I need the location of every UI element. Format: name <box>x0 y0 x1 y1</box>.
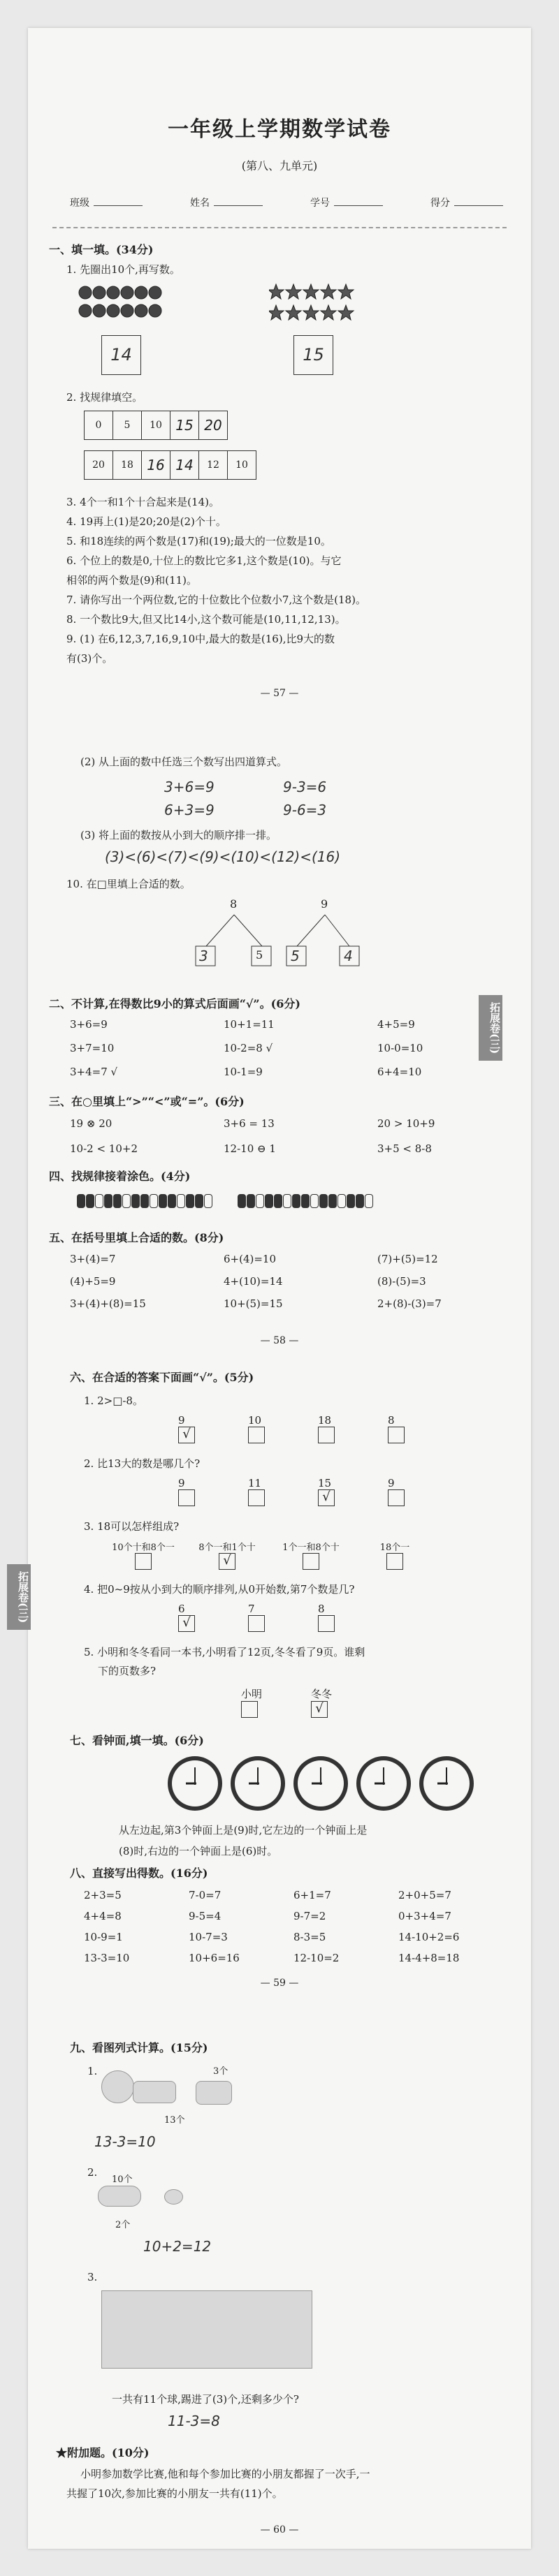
s5-item[interactable]: 4+(10)=14 <box>224 1275 283 1288</box>
s5-item[interactable]: 3+(4)+(8)=15 <box>70 1297 146 1310</box>
pattern-row-2 <box>84 450 256 480</box>
bead[interactable] <box>356 1194 364 1208</box>
p1-total-label: 13个 <box>164 2115 185 2126</box>
bead[interactable] <box>140 1194 149 1208</box>
p2-part-label: 2个 <box>115 2220 131 2230</box>
s5-row-2 <box>70 1275 426 1288</box>
p1-equation[interactable]: 13-3=10 <box>94 2133 156 2150</box>
bonus-title: ★附加题。(10分) <box>56 2446 150 2459</box>
q9-3-text: (3) 将上面的数按从小到大的顺序排一排。 <box>80 829 277 841</box>
s8-item[interactable]: 9-7=2 <box>293 1910 326 1922</box>
equation-4[interactable]: 9-6=3 <box>283 802 327 818</box>
s5-item[interactable]: 10+(5)=15 <box>224 1297 283 1310</box>
s2-item: 10+1=11 <box>224 1018 275 1031</box>
option-label: 9 <box>388 1477 395 1489</box>
bead[interactable] <box>150 1194 158 1208</box>
clock-3 <box>293 1756 348 1811</box>
page-number: — 60 — <box>260 2524 299 2535</box>
checkbox[interactable] <box>388 1427 405 1443</box>
bead[interactable] <box>168 1194 176 1208</box>
checkbox-checked[interactable]: √ <box>311 1701 328 1718</box>
s8-item[interactable]: 2+0+5=7 <box>398 1889 451 1901</box>
s6-q1: 1. 2>□-8。 <box>84 1394 143 1407</box>
option[interactable] <box>311 1686 381 1718</box>
bead[interactable] <box>301 1194 310 1208</box>
p3-text: 一共有11个球,踢进了(3)个,还剩多少个? <box>112 2393 299 2406</box>
basket-illustration <box>133 2081 176 2103</box>
tree-mid2[interactable]: 5 <box>291 948 300 964</box>
field-score[interactable] <box>430 196 503 209</box>
divider <box>52 227 507 228</box>
option-label: 冬冬 <box>311 1688 333 1700</box>
field-label: 得分 <box>430 198 450 209</box>
basket-illustration <box>98 2186 141 2207</box>
clock-hands <box>298 1760 344 1806</box>
option-label: 8 <box>388 1414 395 1427</box>
s2-item: 3+4=7 √ <box>70 1066 118 1078</box>
checkbox-checked[interactable]: √ <box>219 1553 235 1570</box>
s8-row-1 <box>84 1889 451 1901</box>
bonus-line-2: 共握了10次,参加比赛的小朋友一共有(11)个。 <box>66 2487 283 2500</box>
option-label: 8 <box>318 1603 325 1615</box>
p2-total-label: 10个 <box>112 2174 133 2185</box>
fruit-illustration <box>164 2189 183 2205</box>
p1-part-label: 3个 <box>213 2066 228 2077</box>
s8-row-4 <box>84 1952 459 1964</box>
option[interactable] <box>178 1477 248 1506</box>
q8-text: 8. 一个数比9大,但又比14小,这个数可能是(10,11,12,13)。 <box>66 613 346 626</box>
s6-q3: 3. 18可以怎样组成? <box>84 1520 180 1533</box>
tree-left-top: 8 <box>230 897 238 911</box>
checkbox[interactable] <box>318 1615 335 1632</box>
s7-line-2: (8)时,右边的一个钟面上是(6)时。 <box>119 1845 278 1857</box>
s8-item[interactable]: 8-3=5 <box>293 1931 326 1943</box>
option-label: 10个十和8个一 <box>112 1543 175 1553</box>
option-label: 小明 <box>241 1688 263 1700</box>
beads-2[interactable] <box>238 1194 374 1209</box>
bead[interactable] <box>195 1194 203 1208</box>
bead[interactable] <box>310 1194 319 1208</box>
s6-q5-cont: 下的页数多? <box>98 1665 157 1677</box>
pattern-cell-answer[interactable]: 16 <box>142 451 170 480</box>
tree-right[interactable]: 4 <box>344 948 353 964</box>
beads-1[interactable] <box>77 1194 213 1209</box>
s6-q2: 2. 比13大的数是哪几个? <box>84 1457 201 1470</box>
clock-hands <box>235 1760 281 1806</box>
q6-text-cont: 相邻的两个数是(9)和(11)。 <box>66 574 198 587</box>
field-number[interactable] <box>310 196 383 209</box>
option[interactable] <box>318 1603 388 1632</box>
option-label: 9 <box>178 1414 185 1427</box>
option-label: 8个一和1个十 <box>198 1543 256 1553</box>
section-9-title: 九、看图列式计算。(15分) <box>70 2041 208 2054</box>
equation-2[interactable]: 9-3=6 <box>283 779 327 795</box>
field-name[interactable] <box>190 196 263 209</box>
s8-item[interactable]: 13-3=10 <box>84 1952 130 1964</box>
q5-text: 5. 和18连续的两个数是(17)和(19);最大的一位数是10。 <box>66 535 331 547</box>
clock-hands <box>361 1760 407 1806</box>
section-5-title: 五、在括号里填上合适的数。(8分) <box>49 1231 224 1244</box>
clock-2 <box>231 1756 285 1811</box>
bead[interactable] <box>365 1194 373 1208</box>
s2-item: 10-2=8 √ <box>224 1042 273 1054</box>
s6-q5: 5. 小明和冬冬看同一本书,小明看了12页,冬冬看了9页。谁剩 <box>84 1646 365 1658</box>
s8-item[interactable]: 14-4+8=18 <box>398 1952 460 1964</box>
pattern-cell: 18 <box>113 451 142 480</box>
subtitle: (第八、九单元) <box>241 159 318 172</box>
section-3-title: 三、在○里填上“>”“<”或“=”。(6分) <box>49 1095 245 1108</box>
s2-item: 6+4=10 <box>377 1066 422 1078</box>
number-tree <box>182 897 391 974</box>
s3-item[interactable]: 19 ⊗ 20 <box>70 1117 112 1130</box>
pattern-cell: 10 <box>142 411 170 440</box>
s6-q4-options <box>178 1603 388 1632</box>
q3-text: 3. 4个一和1个十合起来是(14)。 <box>66 496 219 508</box>
q4-text: 4. 19再上(1)是20;20是(2)个十。 <box>66 515 226 528</box>
section-7-title: 七、看钟面,填一填。(6分) <box>70 1734 204 1747</box>
pattern-cell: 12 <box>199 451 228 480</box>
s8-item[interactable]: 10+6=16 <box>189 1952 240 1964</box>
bead[interactable] <box>292 1194 300 1208</box>
pattern-cell: 20 <box>85 451 113 480</box>
clock-5 <box>419 1756 474 1811</box>
option-label: 11 <box>248 1477 262 1489</box>
answer-box-apples[interactable]: 14 <box>101 335 141 375</box>
s2-row-2 <box>70 1042 423 1054</box>
bead[interactable] <box>177 1194 185 1208</box>
bead[interactable] <box>122 1194 131 1208</box>
bread-illustration <box>196 2081 232 2105</box>
bead[interactable] <box>186 1194 194 1208</box>
section-8-title: 八、直接写出得数。(16分) <box>70 1867 208 1880</box>
page-number: — 57 — <box>260 688 299 699</box>
option[interactable] <box>101 1540 185 1570</box>
field-label: 姓名 <box>190 198 210 209</box>
clock-1 <box>168 1756 222 1811</box>
s8-item[interactable]: 12-10=2 <box>293 1952 340 1964</box>
s8-item[interactable]: 14-10+2=6 <box>398 1931 460 1943</box>
bead[interactable] <box>77 1194 85 1208</box>
q10-text: 10. 在□里填上合适的数。 <box>66 878 191 890</box>
boy-illustration <box>101 2070 134 2103</box>
s6-q2-options <box>178 1477 458 1506</box>
pattern-row-1 <box>84 411 228 440</box>
equation-3[interactable]: 6+3=9 <box>164 802 215 818</box>
s3-row-2 <box>70 1142 432 1155</box>
field-label: 班级 <box>70 198 89 209</box>
s8-item[interactable]: 10-7=3 <box>189 1931 228 1943</box>
bead[interactable] <box>328 1194 337 1208</box>
field-label: 学号 <box>310 198 330 209</box>
q2-text: 2. 找规律填空。 <box>66 391 143 404</box>
s5-item[interactable]: (8)-(5)=3 <box>377 1275 426 1288</box>
p3-equation[interactable]: 11-3=8 <box>168 2413 220 2429</box>
option[interactable] <box>248 1477 318 1506</box>
s2-item: 10-0=10 <box>377 1042 423 1054</box>
tree-right-top: 9 <box>321 897 328 911</box>
option[interactable] <box>178 1603 248 1632</box>
page-number: — 59 — <box>260 1978 299 1989</box>
s2-row-3 <box>70 1066 421 1078</box>
bead[interactable] <box>238 1194 246 1208</box>
option-label: 9 <box>178 1477 185 1489</box>
option[interactable] <box>318 1414 388 1443</box>
s3-item[interactable]: 12-10 ⊖ 1 <box>224 1142 276 1155</box>
s8-item[interactable]: 6+1=7 <box>293 1889 331 1901</box>
option-label: 15 <box>318 1477 332 1489</box>
checkbox[interactable] <box>303 1553 319 1570</box>
q9-text: 9. (1) 在6,12,3,7,16,9,10中,最大的数是(16),比9大的数 <box>66 633 335 645</box>
pattern-cell: 5 <box>113 411 142 440</box>
exam-page <box>17 28 531 2549</box>
p2-equation[interactable]: 10+2=12 <box>143 2238 212 2255</box>
s8-item[interactable]: 4+4=8 <box>84 1910 122 1922</box>
section-6-title: 六、在合适的答案下面画“√”。(5分) <box>70 1371 254 1384</box>
bead[interactable] <box>159 1194 167 1208</box>
s5-item[interactable]: 2+(8)-(3)=7 <box>377 1297 442 1310</box>
clock-hands <box>423 1760 470 1806</box>
section-4-title: 四、找规律接着涂色。(4分) <box>49 1170 191 1183</box>
option-label: 1个一和8个十 <box>282 1543 340 1553</box>
s6-q3-options <box>101 1540 437 1570</box>
checkbox[interactable] <box>386 1553 403 1570</box>
option[interactable] <box>178 1414 248 1443</box>
option[interactable] <box>269 1540 353 1570</box>
checkbox[interactable] <box>248 1489 265 1506</box>
bead[interactable] <box>319 1194 328 1208</box>
bead[interactable] <box>347 1194 355 1208</box>
tree-mid1: 5 <box>256 948 263 962</box>
s3-item[interactable]: 10-2 < 10+2 <box>70 1142 138 1155</box>
s8-item[interactable]: 0+3+4=7 <box>398 1910 451 1922</box>
checkbox[interactable] <box>318 1427 335 1443</box>
clock-hands <box>172 1760 218 1806</box>
s5-item[interactable]: (4)+5=9 <box>70 1275 116 1288</box>
checkbox[interactable] <box>135 1553 152 1570</box>
option[interactable] <box>185 1540 269 1570</box>
bead[interactable] <box>95 1194 103 1208</box>
bead[interactable] <box>113 1194 122 1208</box>
bead[interactable] <box>265 1194 273 1208</box>
s5-row-3 <box>70 1297 442 1310</box>
s5-row-1 <box>70 1253 438 1265</box>
pattern-cell-answer[interactable]: 14 <box>170 451 199 480</box>
bead[interactable] <box>204 1194 212 1208</box>
side-tab-left: 拓展卷(三) <box>7 1564 31 1630</box>
s2-item: 3+7=10 <box>70 1042 115 1054</box>
p1-label: 1. <box>87 2065 98 2077</box>
s5-item[interactable]: 6+(4)=10 <box>224 1253 277 1265</box>
bead[interactable] <box>86 1194 94 1208</box>
option-label: 18个一 <box>379 1543 410 1553</box>
apples-illustration <box>77 283 168 325</box>
student-info-row <box>70 196 503 209</box>
answer-box-stars[interactable]: 15 <box>293 335 333 375</box>
page-number: — 58 — <box>260 1335 299 1346</box>
option[interactable] <box>241 1686 311 1718</box>
q9-text-cont: 有(3)个。 <box>66 652 113 665</box>
section-2-title: 二、不计算,在得数比9小的算式后面画“√”。(6分) <box>49 997 300 1010</box>
s8-item[interactable]: 2+3=5 <box>84 1889 122 1901</box>
option[interactable] <box>248 1414 318 1443</box>
q1-text: 1. 先圈出10个,再写数。 <box>66 263 180 276</box>
option[interactable] <box>388 1477 458 1506</box>
option-label: 10 <box>248 1414 262 1427</box>
s6-q4: 4. 把0~9按从小到大的顺序排列,从0开始数,第7个数是几? <box>84 1583 355 1596</box>
bead[interactable] <box>104 1194 112 1208</box>
bonus-line-1: 小明参加数学比赛,他和每个参加比赛的小朋友都握了一次手,一 <box>80 2468 370 2480</box>
pattern-cell-answer[interactable]: 20 <box>199 411 228 440</box>
field-class[interactable] <box>70 196 143 209</box>
s6-q5-options <box>241 1686 381 1718</box>
s8-row-3 <box>84 1931 459 1943</box>
option-label: 7 <box>248 1603 255 1615</box>
checkbox-checked[interactable]: √ <box>178 1427 195 1443</box>
s6-q1-options <box>178 1414 458 1443</box>
s8-row-2 <box>84 1910 451 1922</box>
checkbox-checked[interactable]: √ <box>318 1489 335 1506</box>
checkbox-checked[interactable]: √ <box>178 1615 195 1632</box>
bead[interactable] <box>256 1194 264 1208</box>
checkbox[interactable] <box>388 1489 405 1506</box>
pattern-cell: 0 <box>85 411 113 440</box>
s8-item[interactable]: 7-0=7 <box>189 1889 222 1901</box>
s8-item[interactable]: 9-5=4 <box>189 1910 222 1922</box>
p3-label: 3. <box>87 2271 98 2283</box>
bead[interactable] <box>274 1194 282 1208</box>
clock-4 <box>356 1756 411 1811</box>
p2-label: 2. <box>87 2166 98 2179</box>
stars-illustration <box>269 283 367 325</box>
s2-item: 10-1=9 <box>224 1066 263 1078</box>
q6-text: 6. 个位上的数是0,十位上的数比它多1,这个数是(10)。与它 <box>66 554 342 567</box>
checkbox[interactable] <box>248 1427 265 1443</box>
s3-item[interactable]: 20 > 10+9 <box>377 1117 435 1130</box>
option-label: 6 <box>178 1603 185 1615</box>
option-label: 18 <box>318 1414 332 1427</box>
pattern-cell-answer[interactable]: 15 <box>170 411 199 440</box>
s2-row-1 <box>70 1018 415 1031</box>
bead[interactable] <box>337 1194 346 1208</box>
pattern-cell: 10 <box>228 451 256 480</box>
bead[interactable] <box>131 1194 140 1208</box>
page-title: 一年级上学期数学试卷 <box>168 117 391 142</box>
checkbox[interactable] <box>178 1489 195 1506</box>
s3-row-1 <box>70 1117 435 1130</box>
s8-item[interactable]: 10-9=1 <box>84 1931 123 1943</box>
section-1-title: 一、填一填。(34分) <box>49 243 154 256</box>
order-answer[interactable]: (3)<(6)<(7)<(9)<(10)<(12)<(16) <box>105 848 341 865</box>
tree-left[interactable]: 3 <box>199 948 208 964</box>
bead[interactable] <box>283 1194 291 1208</box>
s7-line-1: 从左边起,第3个钟面上是(9)时,它左边的一个钟面上是 <box>119 1824 368 1837</box>
option[interactable] <box>388 1414 458 1443</box>
s3-item[interactable]: 3+6 = 13 <box>224 1117 275 1130</box>
soccer-illustration <box>101 2290 312 2369</box>
bead[interactable] <box>247 1194 255 1208</box>
s5-item[interactable]: 3+(4)=7 <box>70 1253 116 1265</box>
side-tab-right: 拓展卷(三) <box>479 995 502 1061</box>
option[interactable] <box>248 1603 318 1632</box>
q7-text: 7. 请你写出一个两位数,它的十位数比个位数小7,这个数是(18)。 <box>66 594 366 606</box>
checkbox[interactable] <box>241 1701 258 1718</box>
s2-item: 4+5=9 <box>377 1018 415 1031</box>
s5-item[interactable]: (7)+(5)=12 <box>377 1253 438 1265</box>
q9-2-text: (2) 从上面的数中任选三个数写出四道算式。 <box>80 756 288 768</box>
option[interactable] <box>318 1477 388 1506</box>
checkbox[interactable] <box>248 1615 265 1632</box>
equation-1[interactable]: 3+6=9 <box>164 779 215 795</box>
s2-item: 3+6=9 <box>70 1018 108 1031</box>
option[interactable] <box>353 1540 437 1570</box>
s3-item[interactable]: 3+5 < 8-8 <box>377 1142 432 1155</box>
